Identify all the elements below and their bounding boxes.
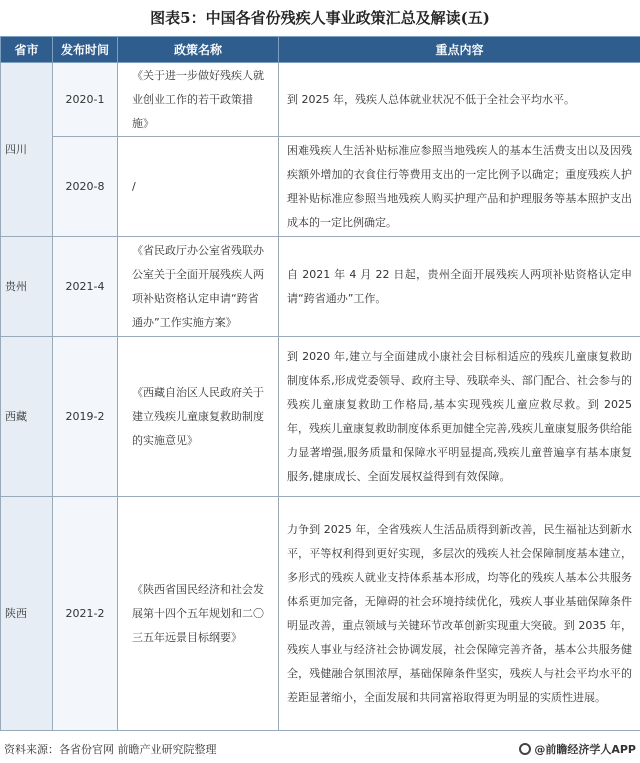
table-header-row (1, 37, 640, 63)
table-row (1, 63, 640, 137)
policy-name-cell: 《省民政厅办公室省残联办公室关于全面开展残疾人两项补贴资格认定申请“跨省通办”工作实施方案》 (118, 237, 279, 337)
policy-name-cell: / (118, 137, 279, 237)
province-cell: 四川 (1, 63, 53, 237)
source-note: 资料来源：各省份官网 前瞻产业研究院整理 (4, 743, 217, 756)
policy-table (0, 36, 640, 731)
content-cell: 困难残疾人生活补贴标准应参照当地残疾人的基本生活费支出以及因残疾额外增加的衣食住行等费用支出的一定比例予以确定；重度残疾人护理补贴标准应参照当地残疾人购买护理产品和护理服务等基本照护支出成本的一定比例确定。 (279, 137, 640, 237)
date-cell: 2019-2 (53, 337, 118, 497)
date-cell: 2020-1 (53, 63, 118, 137)
header-province: 省市 (1, 37, 53, 63)
date-cell: 2021-2 (53, 497, 118, 731)
brand-text: @前瞻经济学人APP (534, 743, 636, 756)
policy-name-cell: 《关于进一步做好残疾人就业创业工作的若干政策措施》 (118, 63, 279, 137)
table-row (1, 337, 640, 497)
province-cell: 陕西 (1, 497, 53, 731)
brand-label (519, 738, 636, 762)
content-cell: 自 2021 年 4 月 22 日起，贵州全面开展残疾人两项补贴资格认定申请“跨省通办”工作。 (279, 237, 640, 337)
table-row (1, 497, 640, 731)
header-policy-name: 政策名称 (118, 37, 279, 63)
province-cell: 贵州 (1, 237, 53, 337)
province-cell: 西藏 (1, 337, 53, 497)
policy-name-cell: 《陕西省国民经济和社会发展第十四个五年规划和二〇三五年远景目标纲要》 (118, 497, 279, 731)
table-row (1, 137, 640, 237)
header-key-content: 重点内容 (279, 37, 640, 63)
policy-name-cell: 《西藏自治区人民政府关于建立残疾儿童康复救助制度的实施意见》 (118, 337, 279, 497)
header-date: 发布时间 (53, 37, 118, 63)
content-cell: 力争到 2025 年，全省残疾人生活品质得到新改善，民生福祉达到新水平，平等权利得到更好实现，多层次的残疾人社会保障制度基本建立，多形式的残疾人就业支持体系基本形成，均等化的残疾人基本公共服务体系更加完备，无障碍的社会环境持续优化，残疾人事业基础保障条件明显改善，重点领域与关键环节改革创新实现重大突破。到 2035 年，残疾人事业与经济社会协调发展，社会保障完善齐备，基本公共服务健全，残健融合氛围浓厚，基础保障条件坚实，残疾人与社会平均水平的差距显著缩小，全面发展和共同富裕取得更为明显的实质性进展。 (279, 497, 640, 731)
date-cell: 2021-4 (53, 237, 118, 337)
content-cell: 到 2025 年，残疾人总体就业状况不低于全社会平均水平。 (279, 63, 640, 137)
table-row (1, 237, 640, 337)
content-cell: 到 2020 年,建立与全面建成小康社会目标相适应的残疾儿童康复救助制度体系,形成党委领导、政府主导、残联牵头、部门配合、社会参与的残疾儿童康复救助工作格局,基本实现残疾儿童应救尽救。到 2025 年，残疾儿童康复救助制度体系更加健全完善,残疾儿童康复服务供给能力显著增强,服务质量和保障水平明显提高,残疾儿童普遍享有基本康复服务,健康成长、全面发展权益得到有效保障。 (279, 337, 640, 497)
page-title: 图表5：中国各省份残疾人事业政策汇总及解读(五) (150, 9, 490, 27)
date-cell: 2020-8 (53, 137, 118, 237)
brand-logo-icon (519, 743, 531, 755)
footer (0, 738, 640, 762)
